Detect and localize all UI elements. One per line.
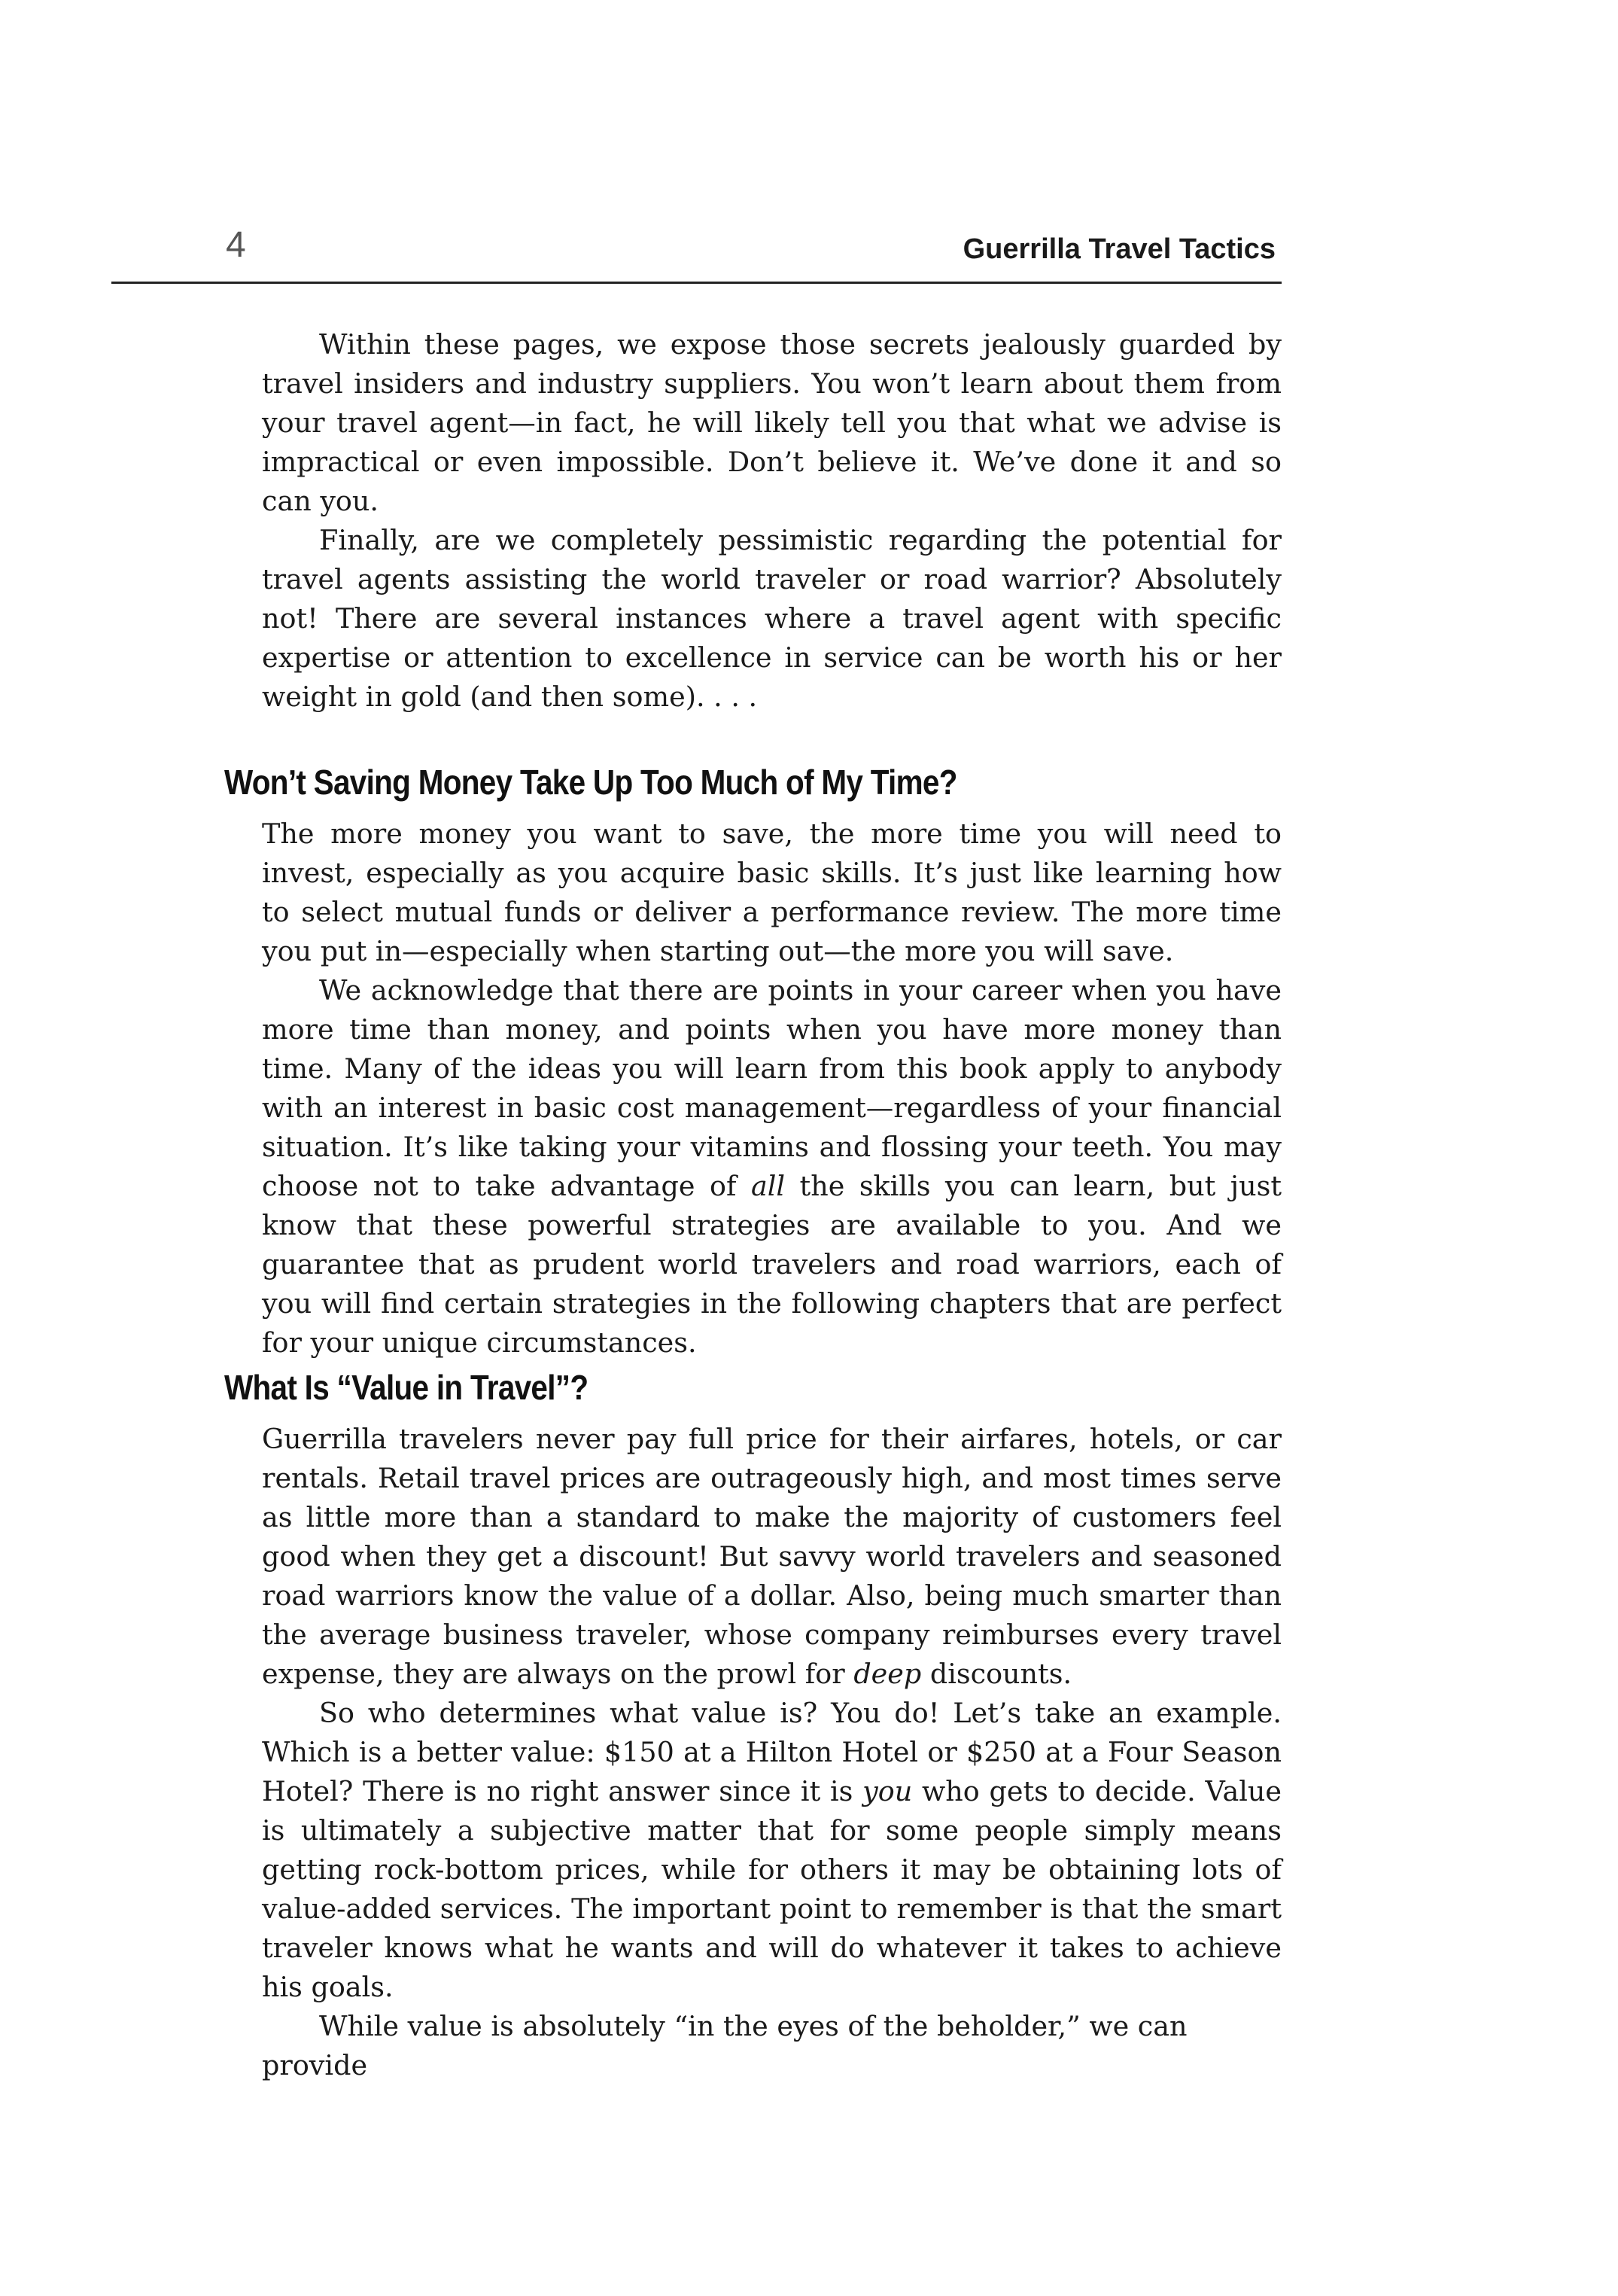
paragraph: While value is absolutely “in the eyes of the beholder,” we can provide [262,2010,1188,2081]
text-run: Guerrilla travelers never pay full price for their airfares, hotels, or car rentals. Retail travel prices are outrageously high, and most times serve as little more than a standard to make the majority of customers feel good when they get a discount! But savvy world travelers and seasoned road warriors know the value of a dollar. Also, being much smarter than the average business traveler, whose company reimburses every travel expense, they are always on the prowl for [262,1423,1282,1690]
text-run: who gets to decide. Value is ultimately a subjective matter that for some people simply means getting rock-bottom prices, while for others it may be obtaining lots of value-added services. The important point to remember is that the smart traveler knows what he wants and will do whatever it takes to achieve his goals. [262,1775,1282,2003]
page-number: 4 [226,225,246,265]
section-text [262,1420,1282,2085]
page-header [111,223,1282,284]
paragraph [262,971,1282,1363]
section-heading: Won’t Saving Money Take Up Too Much of My Time? [224,763,957,802]
emphasis: all [750,1170,786,1202]
paragraph: Within these pages, we expose those secrets jealously guarded by travel insiders and industry suppliers. You won’t learn about them from your travel agent—in fact, he will likely tell you that what we advise is impractical or even impossible. Don’t believe it. We’ve done it and so can you. [262,328,1282,517]
section-text [262,815,1282,1363]
text-run: the skills you can learn, but just know that these powerful strategies are available to you. And we guarantee that as prudent world travelers and road warriors, each of you will find certain strategies in the following chapters that are perfect for your unique circumstances. [262,1170,1282,1359]
paragraph: The more money you want to save, the more time you will need to invest, especially as you acquire basic skills. It’s just like learning how to select mutual funds or deliver a performance review. The more time you put in—especially when starting out—the more you will save. [262,818,1282,967]
text-run: We acknowledge that there are points in your career when you have more time than money, and points when you have more money than time. Many of the ideas you will learn from this book apply to anybody with an interest in basic cost management—regardless of your financial situation. It’s like taking your vitamins and flossing your teeth. You may choose not to take advantage of [262,974,1282,1202]
emphasis: you [862,1775,913,1807]
emphasis: deep [853,1658,922,1690]
running-title: Guerrilla Travel Tactics [963,233,1276,265]
text-run: discounts. [921,1658,1072,1690]
paragraph [262,1694,1282,2007]
text-run: So who determines what value is? You do! Let’s take an example. Which is a better value: $150 at a Hilton Hotel or $250 at a Four Season Hotel? There is no right answer since it is [262,1697,1282,1807]
paragraph [262,1420,1282,1694]
section-heading: What Is “Value in Travel”? [224,1368,589,1407]
intro-text [262,325,1282,717]
paragraph: Finally, are we completely pessimistic regarding the potential for travel agents assisting the world traveler or road warrior? Absolutely not! There are several instances where a travel agent with specific expertise or attention to excellence in service can be worth his or her weight in gold (and then some). . . . [262,524,1282,713]
